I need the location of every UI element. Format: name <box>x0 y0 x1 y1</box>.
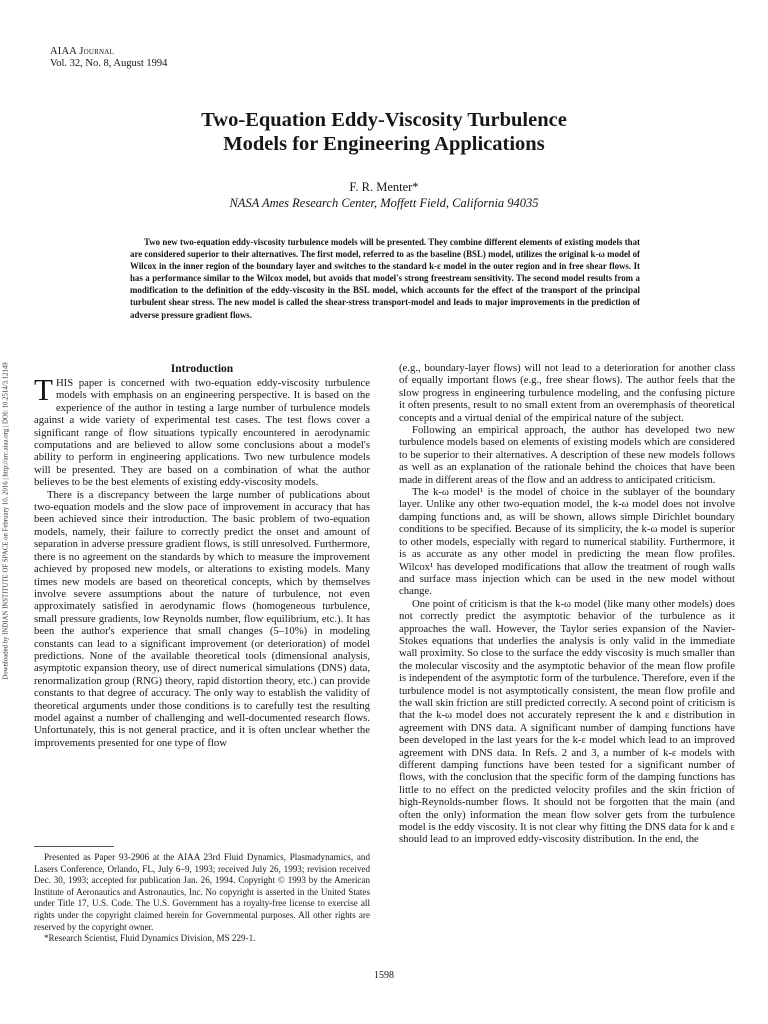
right-column <box>399 362 735 846</box>
footnote-divider <box>34 846 114 847</box>
title-line-2: Models for Engineering Applications <box>223 133 545 155</box>
intro-paragraph-6: One point of criticism is that the k-ω model (like many other models) does not correctly predict the asymptotic behavior of the turbulence as it approaches the wall. However, the Taylor series expansion of the Navier-Stokes equations that underlies the analysis is only valid in the immediate wall proximity. So close to the surface the eddy viscosity is much smaller than the molecular viscosity and the asymptotic behavior of the mean flow profile is independent of the asymptotic form of the turbulence. Therefore, even if the turbulence model is not asymptotically consistent, the mean flow profile and the wall skin friction are still predicted correctly. A second point of criticism is that the k-ω model does not accurately represent the k and ε distribution in agreement with DNS data. A significant number of damping functions have been developed in the last years for the k-ε model which lead to an improved agreement with DNS data. In Refs. 2 and 3, a number of k-ε models with different damping functions have been tested for a significant number of flows, with the conclusion that the specific form of the damping functions has little to no effect on the predicted velocity profiles and the skin friction of high-Reynolds-number flows. It should not be forgotten that the main (and often the only) information the mean flow solver gets from the turbulence model is the eddy viscosity. It is not clear why fitting the DNS data for k and ε should lead to an improved eddy-viscosity distribution. In the end, the <box>399 597 735 846</box>
author: F. R. Menter* <box>349 180 419 194</box>
affiliation: NASA Ames Research Center, Moffett Field, California 94035 <box>229 196 539 210</box>
abstract: Two new two-equation eddy-viscosity turbulence models will be presented. They combine different elements of existing models that are considered superior to their alternatives. The first model, referred to as the baseline (BSL) model, utilizes the original k-ω model of Wilcox in the inner region of the boundary layer and switches to the standard k-ε model in the outer region and in free shear flows. It has a performance similar to the Wilcox model, but avoids that model's strong freestream sensitivity. The second model results from a modification to the definition of the eddy-viscosity in the BSL model, which accounts for the effect of the transport of the principal turbulent shear stress. The new model is called the shear-stress transport-model and leads to major improvements in the prediction of adverse pressure gradient flows. <box>130 237 640 320</box>
intro-paragraph-5: The k-ω model¹ is the model of choice in the sublayer of the boundary layer. Unlike any other two-equation model, the k-ω model does not involve damping functions and, as will be shown, allows simple Dirichlet boundary conditions to be specified. Because of its simplicity, the k-ω model is superior to other models, especially with regard to numerical stability. Furthermore, it is as accurate as any other model in predicting the mean flow profiles. Wilcox¹ has developed modifications that allow the treatment of rough walls and surface mass injection which can be used in the new model without change. <box>399 486 735 598</box>
intro-paragraph-4: Following an empirical approach, the author has developed two new turbulence models based on elements of existing models which are considered to be superior to their alternatives. A description of these new models follows as well as an explanation of the rationale behind the choices that have been made in different areas of the flow and an address to anticipated criticism. <box>399 424 735 486</box>
paper-title <box>60 108 708 156</box>
title-line-1: Two-Equation Eddy-Viscosity Turbulence <box>201 109 567 131</box>
intro-paragraph-1-text: paper is concerned with two-equation eddy-viscosity turbulence models with emphasis on an engineering perspective. It is based on the experience of the author in testing a large number of turbulence models against a wide variety of experimental test cases. The test flows cover a significant range of flow situations typically encountered in aerodynamic computations and are believed to allow some conclusions about a model's ability to perform in engineering applications. Two new turbulence models will be presented. They are based on a combination of what the author believes to be the best elements of existing eddy-viscosity models. <box>34 377 370 489</box>
left-column <box>34 372 370 749</box>
intro-paragraph-1 <box>34 372 370 489</box>
intro-paragraph-3: (e.g., boundary-layer flows) will not lead to a deterioration for another class of equally important flows (e.g., free shear flows). The author feels that the slow progress in engineering turbulence modeling, and the confusing picture it often presents, result to no small extent from an overemphasis of theoretical concepts and a virtual denial of the empirical nature of the subject. <box>399 362 735 424</box>
page-number: 1598 <box>374 970 394 981</box>
section-heading-introduction: Introduction <box>170 363 234 375</box>
drop-cap: T <box>34 372 53 407</box>
download-watermark-text: Downloaded by INDIAN INSTITUTE OF SPACE on February 10, 2016 | http://arc.aiaa.org | DOI: 10.2514/3.12149 <box>2 362 10 680</box>
footnote-presentation: Presented as Paper 93-2906 at the AIAA 23rd Fluid Dynamics, Plasmadynamics, and Lasers Conference, Orlando, FL, July 6–9, 1993; received July 26, 1993; revision received Dec. 30, 1993; accepted for publication Jan. 26, 1994. Copyright © 1993 by the American Institute of Aeronautics and Astronautics, Inc. No copyright is asserted in the United States under Title 17, U.S. Code. The U.S. Government has a royalty-free license to exercise all rights under the copyright claimed herein for Governmental purposes. All other rights are reserved by the copyright owner. <box>34 852 370 932</box>
download-watermark <box>0 326 13 716</box>
footnote-author: *Research Scientist, Fluid Dynamics Division, MS 229-1. <box>44 933 256 944</box>
intro-first-word: HIS <box>55 377 74 389</box>
footnotes <box>34 852 370 945</box>
intro-paragraph-2: There is a discrepancy between the large number of publications about two-equation models and the slow pace of improvement in accuracy that has been achieved since their introduction. The basic problem of two-equation models, namely, their failure to correctly predict the onset and amount of separation in adverse pressure gradient flows, is still unresolved. Furthermore, there is no agreement on the standards by which to measure the improvement achieved by proposed new models, or alterations to existing models. Many times new models are based on theoretical concepts, which by themselves involve severe assumptions about the nature of turbulence, not even approximately satisfied in aerodynamic flows (homogeneous turbulence, small pressure gradients, low Reynolds number, flow equilibrium, etc.). It has been the author's experience that small changes (5–10%) in modeling constants can lead to a significant improvement (or deterioration) of model predictions. None of the available theoretical tools (dimensional analysis, asymptotic expansion theory, use of direct numerical simulations (DNS) data, renormalization group (RNG) theory, rapid distortion theory, etc.) can provide constants to that degree of accuracy. The only way to establish the validity of theoretical arguments under those conditions is to carefully test the resulting model against a number of challenging and well-documented research flows. Unfortunately, this is not general practice, and it is often unclear whether the improvements presented for one type of flow <box>34 488 370 749</box>
journal-issue: Vol. 32, No. 8, August 1994 <box>50 58 168 69</box>
journal-header <box>50 46 167 70</box>
journal-name: AIAA Journal <box>50 46 114 57</box>
